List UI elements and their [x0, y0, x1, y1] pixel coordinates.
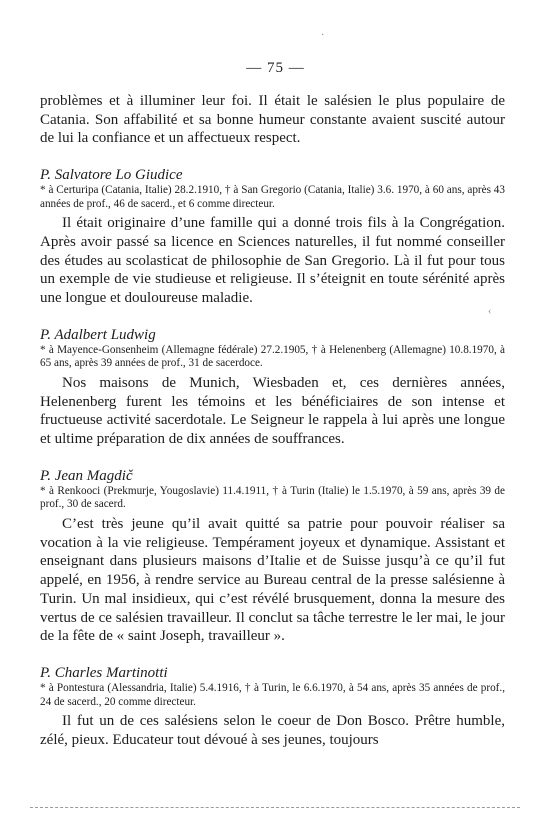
entry-name: P. Jean Magdič [40, 467, 133, 484]
entry-name: P. Charles Martinotti [40, 664, 168, 681]
page-body [40, 92, 505, 750]
intro-paragraph: problèmes et à illuminer leur foi. Il était le salésien le plus populaire de Catania. Son affabilité et sa bonne humeur constante avaient suscité autour de lui la confiance et un affectueux respect. [40, 93, 505, 147]
entry-text: Il était originaire d’une famille qui a donné trois fils à la Congrégation. Après avoir passé sa licence en Sciences naturelles, il fut nommé conseiller des études au scolasticat de philosophie de San Gregorio. Là il fut pour tous un exemple de vie studieuse et religieuse. Il s’éteignit en toute sérénité après une longue et douloureuse maladie. [40, 215, 505, 307]
scan-speck: · [321, 30, 325, 41]
obituary-entry [40, 166, 505, 308]
obituary-entry [40, 467, 505, 646]
scan-mark: ‹ [488, 306, 492, 317]
obituary-entry [40, 664, 505, 750]
entry-name: P. Adalbert Ludwig [40, 326, 156, 343]
entry-bio: * à Pontestura (Alessandria, Italie) 5.4.1916, † à Turin, le 6.6.1970, à 54 ans, après 35 années de prof., 24 de sacerd., 20 comme directeur. [40, 681, 505, 708]
obituary-entry [40, 326, 505, 449]
entry-bio: * à Renkooci (Prekmurje, Yougoslavie) 11.4.1911, † à Turin (Italie) le 1.5.1970, à 59 ans, après 39 de prof., 30 de sacerd. [40, 484, 505, 511]
entry-name: P. Salvatore Lo Giudice [40, 167, 183, 184]
entry-text: Nos maisons de Munich, Wiesbaden et, ces dernières années, Helenenberg furent les témoins et les bénéficiaires de son intense et fructueuse activité sacerdotale. Le Seigneur le rappela à lui après une longue et ultime préparation de dix années de souffrances. [40, 375, 505, 448]
entry-text: Il fut un de ces salésiens selon le coeur de Don Bosco. Prêtre humble, zélé, pieux. Educateur tout dévoué à ses jeunes, toujours [40, 713, 505, 748]
entry-text: C’est très jeune qu’il avait quitté sa patrie pour pouvoir réaliser sa vocation à la vie religieuse. Tempérament joyeux et dynamique. Assistant et enseignant dans plusieurs maisons d’Italie et de Suisse jusqu’à ce qu’il fut appelé, en 1956, à rendre service au Bureau central de la presse salésienne à Turin. Un mal insidieux, qui c’est révélé brusquement, donna la mesure des vertus de ce salésien travailleur. Il conclut sa tâche terrestre le ler mai, le jour de la fête de « saint Joseph, travailleur ». [40, 516, 505, 645]
entry-bio: * à Mayence-Gonsenheim (Allemagne fédérale) 27.2.1905, † à Helenenberg (Allemagne) 10.8.1970, à 65 ans, après 39 années de prof., 31 de sacerdoce. [40, 343, 505, 370]
entry-bio: * à Certuripa (Catania, Italie) 28.2.1910, † à San Gregorio (Catania, Italie) 3.6. 1970, à 60 ans, après 43 années de prof., 46 de sacerd., et 6 comme directeur. [40, 184, 505, 210]
page-bottom-edge [30, 807, 520, 808]
page-number: — 75 — [246, 60, 305, 76]
